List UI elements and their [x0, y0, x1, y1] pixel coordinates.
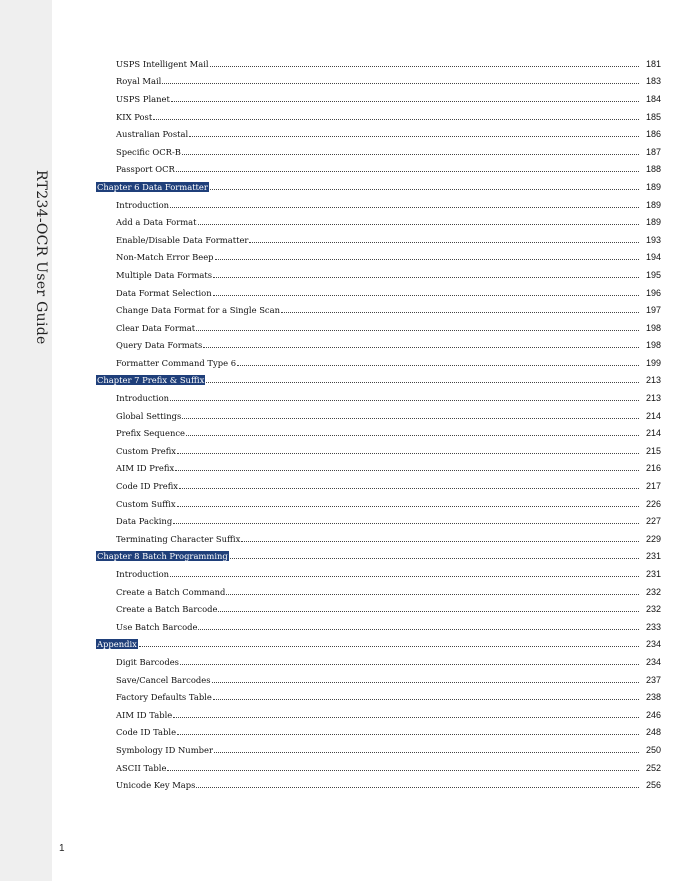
- toc-entry-page: 250: [645, 744, 661, 755]
- toc-entry[interactable]: [96, 337, 661, 355]
- vertical-document-title: RT234-OCR User Guide: [33, 170, 49, 345]
- toc-chapter-entry[interactable]: [96, 372, 661, 390]
- toc-entry-page: 231: [645, 551, 661, 562]
- toc-entry-label: Introduction: [116, 393, 170, 404]
- toc-entry-page: 194: [645, 252, 661, 263]
- toc-entry[interactable]: [96, 706, 661, 724]
- toc-entry-page: 229: [645, 533, 661, 544]
- toc-entry[interactable]: [96, 759, 661, 777]
- dot-leader: [170, 206, 639, 208]
- toc-entry-page: 214: [645, 410, 661, 421]
- toc-chapter-entry[interactable]: [96, 178, 661, 196]
- toc-entry-label: Australian Postal: [116, 129, 189, 140]
- toc-entry-page: 188: [645, 164, 661, 175]
- toc-entry-label: AIM ID Prefix: [116, 463, 175, 474]
- toc-entry[interactable]: [96, 460, 661, 478]
- toc-entry-page: 213: [645, 375, 661, 386]
- toc-entry-label: KIX Post: [116, 111, 153, 122]
- toc-entry-page: 227: [645, 516, 661, 527]
- toc-entry-label: Introduction: [116, 199, 170, 210]
- toc-entry-page: 187: [645, 146, 661, 157]
- toc-entry-label: Unicode Key Maps: [116, 780, 196, 791]
- toc-entry[interactable]: [96, 512, 661, 530]
- toc-entry-page: 198: [645, 340, 661, 351]
- toc-entry[interactable]: [96, 724, 661, 742]
- toc-entry-page: 232: [645, 586, 661, 597]
- dot-leader: [212, 681, 639, 683]
- toc-entry-page: 196: [645, 287, 661, 298]
- toc-entry[interactable]: [96, 108, 661, 126]
- toc-entry[interactable]: [96, 618, 661, 636]
- toc-entry-label: Custom Prefix: [116, 445, 177, 456]
- dot-leader: [213, 698, 639, 700]
- toc-entry-label: Create a Batch Barcode: [116, 604, 218, 615]
- toc-entry[interactable]: [96, 424, 661, 442]
- toc-entry-label: Query Data Formats: [116, 340, 203, 351]
- toc-entry-page: 214: [645, 428, 661, 439]
- toc-entry[interactable]: [96, 741, 661, 759]
- dot-leader: [241, 540, 639, 542]
- dot-leader: [215, 258, 639, 260]
- toc-chapter-entry[interactable]: [96, 548, 661, 566]
- dot-leader: [176, 170, 639, 172]
- toc-entry-page: 237: [645, 674, 661, 685]
- toc-entry-label: ASCII Table: [116, 762, 167, 773]
- dot-leader: [189, 135, 639, 137]
- dot-leader: [167, 769, 639, 771]
- toc-entry-page: 213: [645, 393, 661, 404]
- toc-entry-page: 246: [645, 709, 661, 720]
- toc-entry[interactable]: [96, 407, 661, 425]
- toc-entry-label: Custom Suffix: [116, 498, 176, 509]
- toc-entry-page: 198: [645, 322, 661, 333]
- toc-entry[interactable]: [96, 73, 661, 91]
- toc-entry-page: 216: [645, 463, 661, 474]
- dot-leader: [173, 522, 639, 524]
- toc-entry-label: Non-Match Error Beep: [116, 252, 214, 263]
- toc-entry-label: Factory Defaults Table: [116, 692, 212, 703]
- dot-leader: [182, 153, 639, 155]
- toc-entry-label: Introduction: [116, 569, 170, 580]
- toc-entry-page: 226: [645, 498, 661, 509]
- dot-leader: [177, 733, 639, 735]
- dot-leader: [198, 223, 639, 225]
- toc-entry-page: 189: [645, 181, 661, 192]
- toc-entry-page: 186: [645, 129, 661, 140]
- toc-entry-label: Save/Cancel Barcodes: [116, 674, 211, 685]
- toc-entry[interactable]: [96, 55, 661, 73]
- dot-leader: [218, 610, 639, 612]
- side-margin-inner: [0, 0, 52, 881]
- toc-entry[interactable]: [96, 301, 661, 319]
- toc-entry[interactable]: [96, 442, 661, 460]
- dot-leader: [198, 628, 639, 630]
- toc-entry-label: USPS Planet: [116, 93, 170, 104]
- toc-entry-label: Code ID Table: [116, 727, 177, 738]
- dot-leader: [226, 593, 639, 595]
- toc-entry-label: Specific OCR-B: [116, 146, 181, 157]
- dot-leader: [175, 469, 639, 471]
- toc-entry[interactable]: [96, 354, 661, 372]
- toc-entry-page: 238: [645, 692, 661, 703]
- dot-leader: [173, 716, 639, 718]
- page-number: 1: [59, 843, 65, 854]
- toc-entry-page: 234: [645, 639, 661, 650]
- toc-entry-page: 181: [645, 58, 661, 69]
- dot-leader: [170, 399, 639, 401]
- toc-entry[interactable]: [96, 688, 661, 706]
- dot-leader: [213, 276, 639, 278]
- dot-leader: [210, 188, 639, 190]
- toc-entry[interactable]: [96, 530, 661, 548]
- toc-entry[interactable]: [96, 565, 661, 583]
- dot-leader: [162, 82, 639, 84]
- toc-entry-page: 199: [645, 357, 661, 368]
- toc-entry-page: 185: [645, 111, 661, 122]
- toc-entry-label: Chapter 7 Prefix & Suffix: [97, 375, 205, 386]
- dot-leader: [196, 786, 639, 788]
- toc-entry-label: Create a Batch Command: [116, 586, 226, 597]
- toc-entry-page: 231: [645, 569, 661, 580]
- toc-entry[interactable]: [96, 90, 661, 108]
- toc-entry[interactable]: [96, 231, 661, 249]
- toc-entry-label: Symbology ID Number: [116, 744, 213, 755]
- toc-entry-page: 234: [645, 656, 661, 667]
- dot-leader: [177, 452, 639, 454]
- toc-entry[interactable]: [96, 319, 661, 337]
- dot-leader: [230, 557, 639, 559]
- toc-entry[interactable]: [96, 389, 661, 407]
- toc-entry-page: 232: [645, 604, 661, 615]
- dot-leader: [214, 751, 639, 753]
- toc-entry-label: Data Packing: [116, 516, 173, 527]
- toc-entry-page: 189: [645, 217, 661, 228]
- toc-entry-label: Prefix Sequence: [116, 428, 186, 439]
- toc-entry-label: Data Format Selection: [116, 287, 212, 298]
- toc-entry-label: AIM ID Table: [116, 709, 173, 720]
- toc-entry[interactable]: [96, 266, 661, 284]
- toc-entry[interactable]: [96, 249, 661, 267]
- side-margin: [0, 0, 52, 881]
- toc-entry-label: Passport OCR: [116, 164, 175, 175]
- dot-leader: [210, 65, 639, 67]
- toc-entry[interactable]: [96, 161, 661, 179]
- toc-entry-page: 252: [645, 762, 661, 773]
- toc-entry-label: Royal Mail: [116, 76, 162, 87]
- dot-leader: [196, 329, 639, 331]
- dot-leader: [171, 100, 639, 102]
- toc-entry-page: 248: [645, 727, 661, 738]
- toc-entry-label: Digit Barcodes: [116, 656, 179, 667]
- toc-entry-page: 217: [645, 481, 661, 492]
- dot-leader: [206, 381, 639, 383]
- table-of-contents: [96, 55, 661, 794]
- dot-leader: [237, 364, 639, 366]
- dot-leader: [213, 294, 639, 296]
- toc-entry-page: 184: [645, 93, 661, 104]
- toc-entry-label: Enable/Disable Data Formatter: [116, 234, 249, 245]
- dot-leader: [203, 346, 639, 348]
- dot-leader: [177, 505, 639, 507]
- dot-leader: [180, 663, 639, 665]
- toc-chapter-entry[interactable]: [96, 636, 661, 654]
- dot-leader: [179, 487, 639, 489]
- toc-entry-label: Terminating Character Suffix: [116, 533, 241, 544]
- dot-leader: [153, 118, 639, 120]
- toc-entry-label: Chapter 8 Batch Programming: [97, 551, 228, 562]
- toc-entry-label: Multiple Data Formats: [116, 269, 213, 280]
- toc-entry-label: Add a Data Format: [116, 217, 197, 228]
- toc-entry-page: 195: [645, 269, 661, 280]
- toc-entry-label: Chapter 6 Data Formatter: [97, 181, 208, 192]
- toc-entry-page: 193: [645, 234, 661, 245]
- toc-entry-label: Change Data Format for a Single Scan: [116, 305, 281, 316]
- toc-entry[interactable]: [96, 213, 661, 231]
- toc-entry-page: 215: [645, 445, 661, 456]
- toc-entry-page: 197: [645, 305, 661, 316]
- dot-leader: [249, 241, 639, 243]
- dot-leader: [182, 417, 639, 419]
- toc-entry-page: 256: [645, 780, 661, 791]
- toc-entry[interactable]: [96, 284, 661, 302]
- toc-entry-page: 233: [645, 621, 661, 632]
- toc-entry[interactable]: [96, 583, 661, 601]
- dot-leader: [170, 575, 639, 577]
- toc-entry[interactable]: [96, 495, 661, 513]
- toc-entry-label: Formatter Command Type 6: [116, 357, 237, 368]
- dot-leader: [139, 645, 639, 647]
- toc-entry[interactable]: [96, 196, 661, 214]
- toc-entry[interactable]: [96, 653, 661, 671]
- toc-entry-label: Global Settings: [116, 410, 182, 421]
- toc-entry-page: 183: [645, 76, 661, 87]
- toc-entry-label: Appendix: [97, 639, 137, 650]
- toc-entry[interactable]: [96, 125, 661, 143]
- toc-entry[interactable]: [96, 477, 661, 495]
- toc-entry[interactable]: [96, 776, 661, 794]
- dot-leader: [186, 434, 639, 436]
- toc-entry-page: 189: [645, 199, 661, 210]
- toc-entry[interactable]: [96, 671, 661, 689]
- dot-leader: [281, 311, 639, 313]
- toc-entry-label: Code ID Prefix: [116, 481, 179, 492]
- toc-entry-label: Use Batch Barcode: [116, 621, 198, 632]
- toc-entry-label: Clear Data Format: [116, 322, 196, 333]
- toc-entry[interactable]: [96, 600, 661, 618]
- toc-entry[interactable]: [96, 143, 661, 161]
- toc-entry-label: USPS Intelligent Mail: [116, 58, 209, 69]
